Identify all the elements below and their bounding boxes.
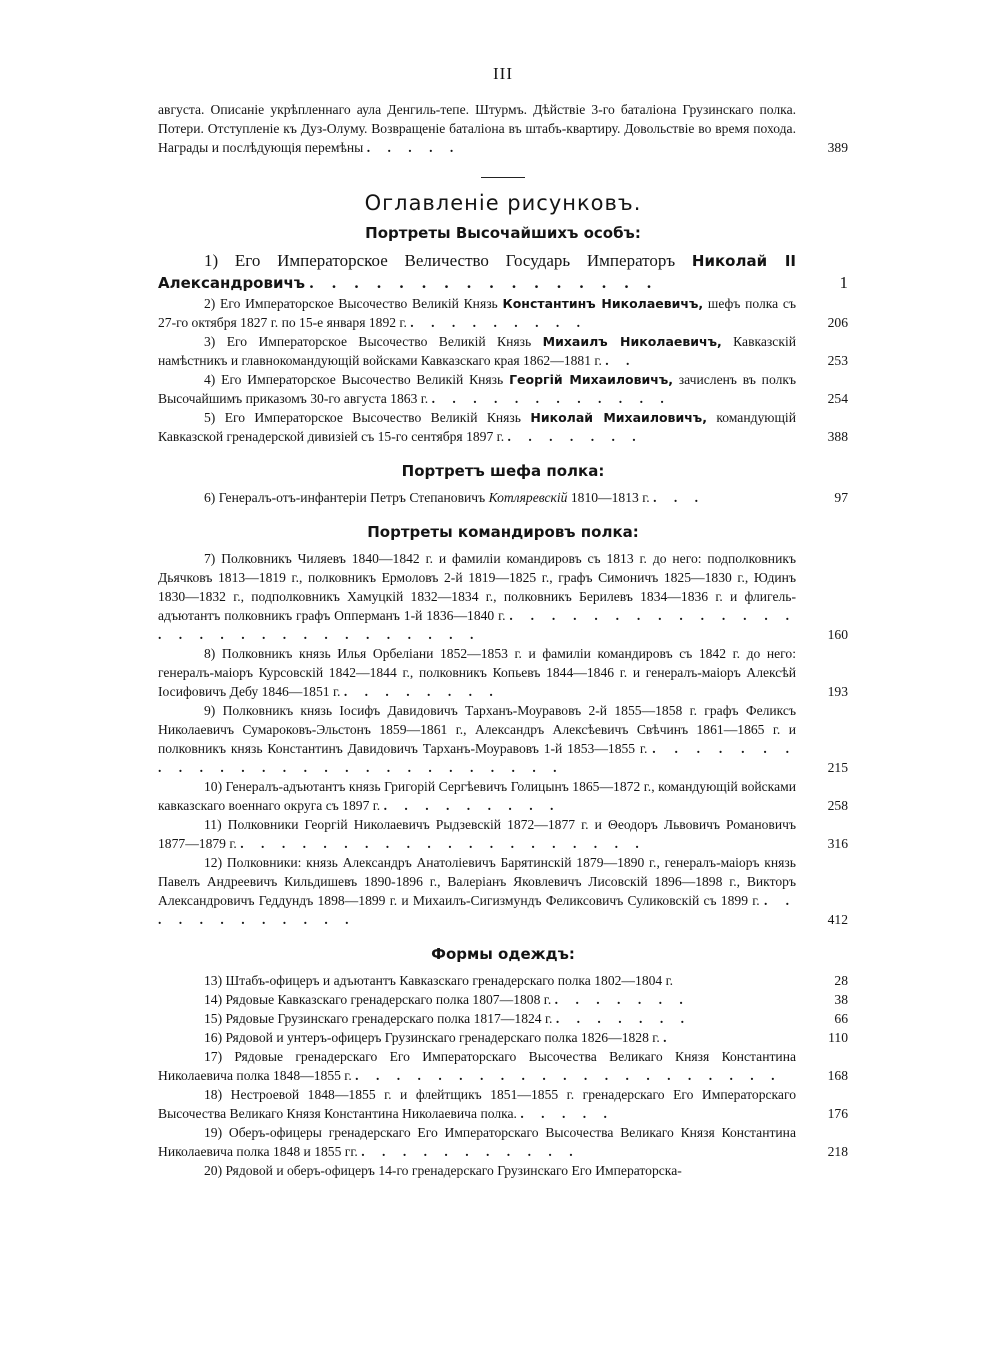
list-item: 14) Рядовые Кавказскаго гренадерскаго полка 1807—1808 г. . . . . . . . 38 xyxy=(204,992,848,1007)
list-item: 15) Рядовые Грузинскаго гренадерскаго полка 1817—1824 г. . . . . . . . 66 xyxy=(204,1011,848,1026)
list-item: 16) Рядовой и унтеръ-офицеръ Грузинскаго гренадерскаго полка 1826—1828 г. . 110 xyxy=(204,1030,848,1045)
section-heading-imperial: Портреты Высочайшихъ особъ: xyxy=(365,224,641,242)
list-item: 3) Его Императорское Высочество Великій Князь Михаилъ Николаевичъ, Кавказскій намѣстникъ и главнокомандующій войсками Кавказскаго края 1862—1881 г. . . 253 xyxy=(158,334,848,368)
list-item: 12) Полковники: князь Александръ Анатоліевичъ Барятинскій 1879—1890 г., генералъ-маіоръ князь Павелъ Андреевичъ Кильдишевъ 1890-1896 г., Валеріанъ Яковлевичъ Лисовскій 1896—1898 г., Викторъ Александровичъ Геддундъ 1898—1899 г. и Михаилъ-Сигизмундъ Феликсовичъ Суликовскій съ 1899 г. . . . . . . . . . . . . 412 xyxy=(158,855,848,927)
list-item: 8) Полковникъ князь Илья Орбеліани 1852—1853 г. и фамиліи командировъ съ 1842 г. до него: генералъ-маіоръ Курсовскій 1842—1844 г., полковникъ Копьевъ 1844—1846 г. и генералъ-маіоръ Алексѣй Іосифовичъ Дебу 1846—1851 г. . . . . . . . . 193 xyxy=(158,646,848,699)
intro-page: 389 xyxy=(827,140,848,155)
divider xyxy=(481,177,525,178)
list-item: 9) Полковникъ князь Іосифъ Давидовичъ Тарханъ-Моуравовъ 2-й 1855—1858 г. графъ Феликсъ Николаевичъ Сумароковъ-Эльстонъ 1859—1861 г., Александръ Алексѣевичъ Свѣчинъ 1861—1865 г. и полковникъ князь Константинъ Давидовичъ Тарханъ-Моуравовъ 1-й 1853—1855 г. . . . . . . . . . . . . . . . . . . . . . . . . . . . 215 xyxy=(158,703,848,775)
list-item: 10) Генералъ-адъютантъ князь Григорій Сергѣевичъ Голицынъ 1865—1872 г., командующій войсками кавказскаго военнаго округа съ 1897 г. . . . . . . . . . 258 xyxy=(158,779,848,813)
list-item: 2) Его Императорское Высочество Великій Князь Константинъ Николаевичъ, шефъ полка съ 27-го октября 1827 г. по 15-е января 1892 г. . . . . . . . . . 206 xyxy=(158,296,848,330)
list-item: 5) Его Императорское Высочество Великій Князь Николай Михаиловичъ, командующій Кавказской гренадерской дивизіей съ 15-го сентября 1897 г. . . . . . . . 388 xyxy=(158,410,848,444)
document-page xyxy=(158,60,848,1180)
list-item: 20) Рядовой и оберъ-офицеръ 14-го гренадерскаго Грузинскаго Его Императорска- xyxy=(204,1163,682,1178)
list-item: 1) Его Императорское Величество Государь Императоръ Николай II Александровичъ . . . . . . . . . . . . . . . . 1 xyxy=(158,251,848,292)
page-title: Оглавленіе рисунковъ. xyxy=(364,191,642,215)
list-item: 6) Генералъ-отъ-инфантеріи Петръ Степановичъ Котляревскій 1810—1813 г. . . . 97 xyxy=(204,490,848,505)
intro-paragraph xyxy=(158,100,848,157)
list-item: 7) Полковникъ Чиляевъ 1840—1842 г. и фамиліи командировъ съ 1813 г. до него: подполковникъ Дьячковъ 1813—1819 г., полковникъ Ермоловъ 2-й 1819—1825 г., графъ Симоничъ 1825—1830 г., Юдинъ 1830—1832 г., подполковникъ Хамуцкій 1832—1834 г., полковникъ Берилевъ 1834—1836 г. и флигель-адъютантъ полковникъ графъ Опперманъ 1-й 1836—1840 г. . . . . . . . . . . . . . . . . . . . . . . . . . . . . . . 160 xyxy=(158,551,848,642)
list-item: 18) Нестроевой 1848—1855 г. и флейтщикъ 1851—1855 г. гренадерскаго Его Императорскаго Высочества Великаго Князя Константина Николаевича полка. . . . . . 176 xyxy=(158,1087,848,1121)
list-item: 17) Рядовые гренадерскаго Его Императорскаго Высочества Великаго Князя Константина Николаевича полка 1848—1855 г. . . . . . . . . . . . . . . . . . . . . . 168 xyxy=(158,1049,848,1083)
list-item: 4) Его Императорское Высочество Великій Князь Георгій Михаиловичъ, зачисленъ въ полкъ Высочайшимъ приказомъ 30-го августа 1863 г. . . . . . . . . . . . . 254 xyxy=(158,372,848,406)
section-heading-uniforms: Формы одеждъ: xyxy=(431,945,575,963)
list-item: 19) Оберъ-офицеры гренадерскаго Его Императорскаго Высочества Великаго Князя Константина Николаевича полка 1848 и 1855 гг. . . . . . . . . . . . 218 xyxy=(158,1125,848,1159)
list-item: 11) Полковники Георгій Николаевичъ Рыдзевскій 1872—1877 г. и Θеодоръ Львовичъ Романовичъ 1877—1879 г. . . . . . . . . . . . . . . . . . . . . 316 xyxy=(158,817,848,851)
section-heading-chief: Портретъ шефа полка: xyxy=(401,462,605,480)
list-item: 13) Штабъ-офицеръ и адъютантъ Кавказскаго гренадерскаго полка 1802—1804 г. 28 xyxy=(204,973,848,988)
section-heading-commanders: Портреты командировъ полка: xyxy=(367,523,639,541)
page-number: III xyxy=(493,64,513,83)
intro-text: августа. Описаніе укрѣпленнаго аула Денгиль-тепе. Штурмъ. Дѣйствіе 3-го баталіона Грузинскаго полка. Потери. Отступленіе къ Дуз-Олуму. Возвращеніе баталіона въ штабъ-квартиру. Довольствіе во время похода. Награды и послѣдующія перемѣны . . . . . xyxy=(158,102,796,155)
